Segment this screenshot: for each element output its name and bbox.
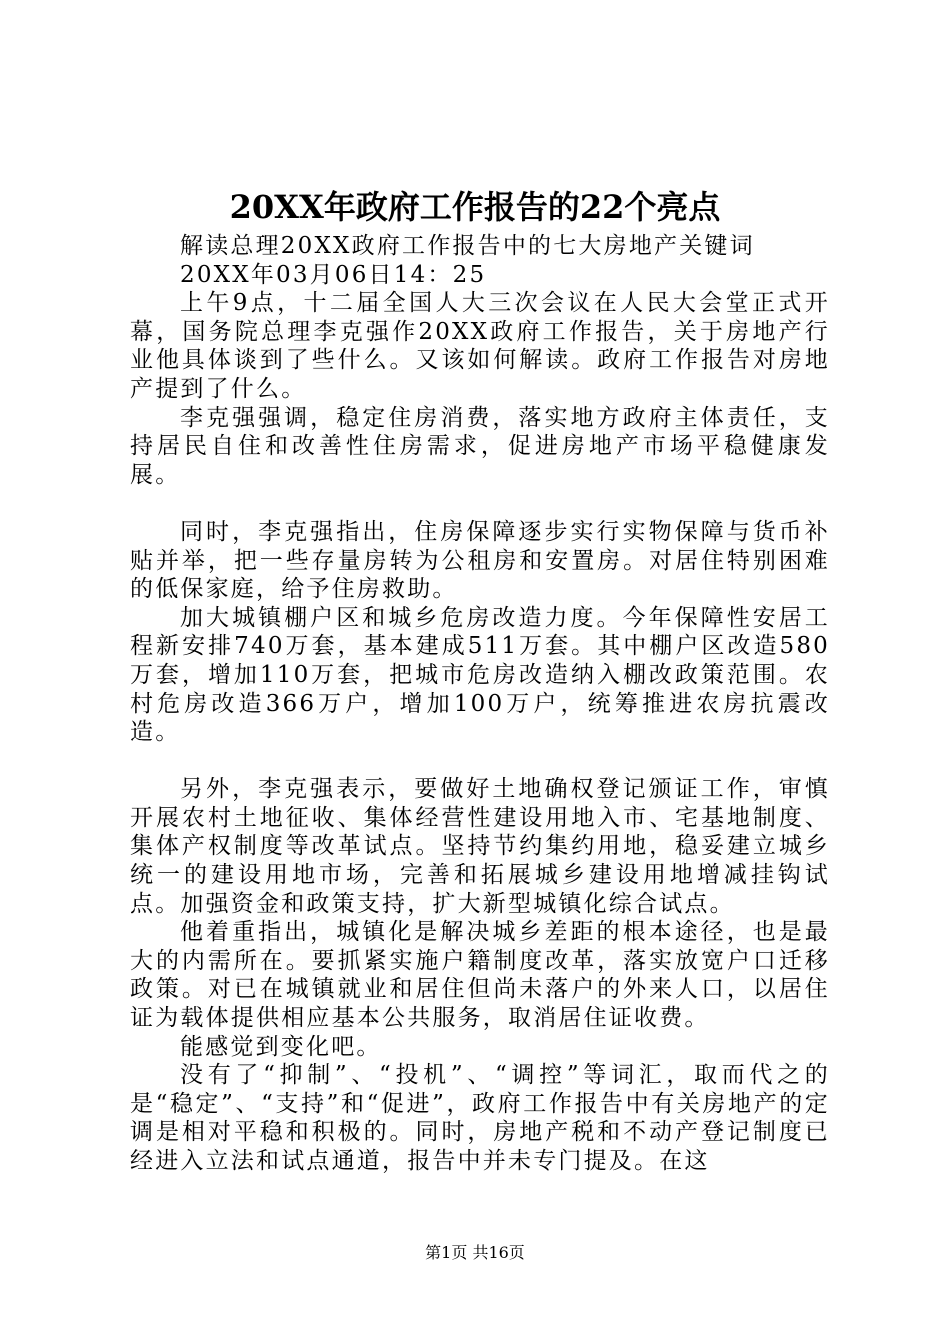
body-paragraph: 加大城镇棚户区和城乡危房改造力度。今年保障性安居工程新安排740万套，基本建成511万套。其中棚户区改造580万套，增加110万套，把城市危房改造纳入棚改政策范围。农村危房改造366万户，增加100万户，统筹推进农房抗震改造。 [130, 604, 830, 746]
body-paragraph: 他着重指出，城镇化是解决城乡差距的根本途径，也是最大的内需所在。要抓紧实施户籍制度改革，落实放宽户口迁移政策。对已在城镇就业和居住但尚未落户的外来人口，以居住证为载体提供相应基本公共服务，取消居住证收费。 [130, 919, 830, 1032]
subtitle-paragraph: 解读总理20XX政府工作报告中的七大房地产关键词 [180, 233, 755, 259]
date-paragraph: 20XX年03月06日14：25 [180, 261, 487, 288]
body-paragraph: 同时，李克强指出，住房保障逐步实行实物保障与货币补贴并举，把一些存量房转为公租房和安置房。对居住特别困难的低保家庭，给予住房救助。 [130, 518, 830, 603]
body-paragraph: 能感觉到变化吧。 [180, 1033, 382, 1060]
document-title: 20XX年政府工作报告的22个亮点 [229, 188, 721, 226]
body-paragraph: 没有了“抑制”、“投机”、“调控”等词汇，取而代之的是“稳定”、“支持”和“促进”，政府工作报告中有关房地产的定调是相对平稳和积极的。同时，房地产税和不动产登记制度已经进入立法和试点通道，报告中并未专门提及。在这 [130, 1062, 830, 1174]
body-paragraph: 上午9点，十二届全国人大三次会议在人民大会堂正式开幕，国务院总理李克强作20XX政府工作报告，关于房地产行业他具体谈到了些什么。又该如何解读。政府工作报告对房地产提到了什么。 [130, 290, 830, 402]
body-paragraph: 李克强强调，稳定住房消费，落实地方政府主体责任，支持居民自住和改善性住房需求，促进房地产市场平稳健康发展。 [130, 404, 830, 488]
page-footer: 第1页 共16页 [425, 1243, 525, 1262]
document-body [130, 232, 830, 1176]
body-paragraph: 另外，李克强表示，要做好土地确权登记颁证工作，审慎开展农村土地征收、集体经营性建设用地入市、宅基地制度、集体产权制度等改革试点。坚持节约集约用地，稳妥建立城乡统一的建设用地市场，完善和拓展城乡建设用地增减挂钩试点。加强资金和政策支持，扩大新型城镇化综合试点。 [130, 776, 830, 917]
